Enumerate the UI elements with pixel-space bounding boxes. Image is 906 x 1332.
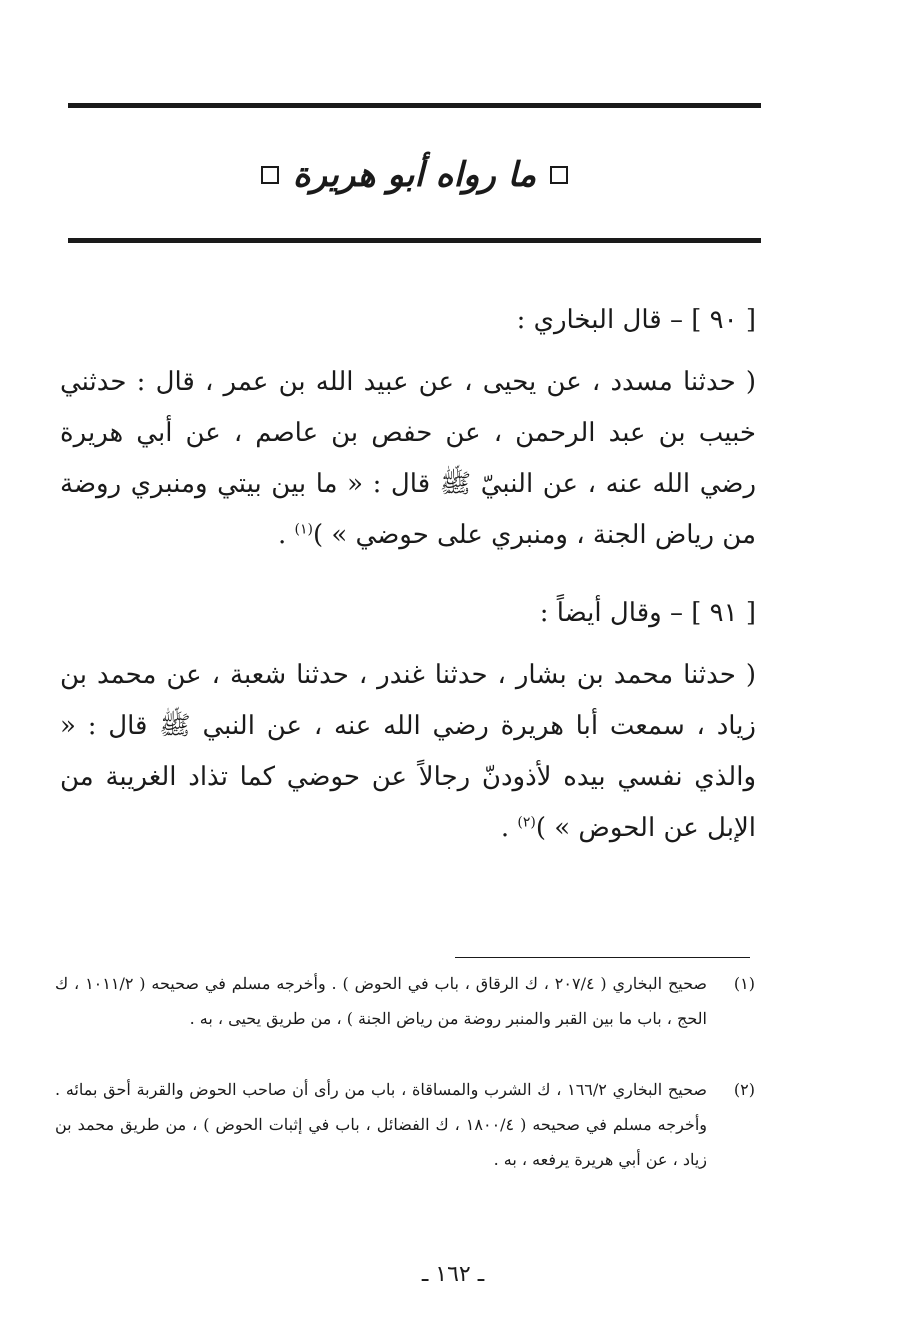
hadith-text <box>60 650 756 854</box>
footnote <box>55 1072 755 1177</box>
hadith-heading: [ ٩٠ ] – قال البخاري : <box>516 305 756 335</box>
title-top-rule <box>68 103 761 108</box>
square-ornament-icon <box>550 166 568 184</box>
footnote-text: صحيح البخاري ١٦٦/٢ ، ك الشرب والمساقاة ، باب من رأى أن صاحب الحوض والقربة أحق بمائه . وأخرجه مسلم في صحيحه ( ١٨٠٠/٤ ، ك الفضائل ، باب في إثبات الحوض ) ، من طريق محمد بن زياد ، عن أبي هريرة يرفعه ، به . <box>55 1080 707 1169</box>
footnote-separator <box>455 957 750 958</box>
square-ornament-icon <box>261 166 279 184</box>
footnote-number: (٢) <box>733 1080 755 1099</box>
hadith-end-mark: . <box>500 813 518 843</box>
page-number: ـ ١٦٢ ـ <box>421 1262 485 1287</box>
footnote <box>55 966 755 1036</box>
footnote-reference: (٢) <box>517 814 536 831</box>
hadith-text <box>60 357 756 561</box>
hadith-body-text: ( حدثنا محمد بن بشار ، حدثنا غندر ، حدثنا شعبة ، عن محمد بن زياد ، سمعت أبا هريرة رضي الله عنه ، عن النبي ﷺ قال : « والذي نفسي بيده لأذودنّ رجالاً عن حوضي كما تذاد الغريبة من الإبل عن الحوض » ) <box>60 660 756 843</box>
hadith-heading: [ ٩١ ] – وقال أيضاً : <box>539 598 756 628</box>
footnote-text: صحيح البخاري ( ٢٠٧/٤ ، ك الرقاق ، باب في الحوض ) . وأخرجه مسلم في صحيحه ( ١٠١١/٢ ، ك الحج ، باب ما بين القبر والمنبر روضة من رياض الجنة ) ، من طريق يحيى ، به . <box>55 974 708 1028</box>
hadith-body-text: ( حدثنا مسدد ، عن يحيى ، عن عبيد الله بن عمر ، قال : حدثني خبيب بن عبد الرحمن ، عن حفص بن عاصم ، عن أبي هريرة رضي الله عنه ، عن النبيّ ﷺ قال : « ما بين بيتي ومنبري روضة من رياض الجنة ، ومنبري على حوضي » ) <box>60 367 756 550</box>
title-bottom-rule <box>68 238 761 243</box>
section-title-text: ما رواه أبو هريرة <box>292 155 537 195</box>
section-title <box>68 140 761 210</box>
footnote-reference: (١) <box>294 521 313 538</box>
hadith-end-mark: . <box>277 520 295 550</box>
footnote-number: (١) <box>733 974 755 993</box>
